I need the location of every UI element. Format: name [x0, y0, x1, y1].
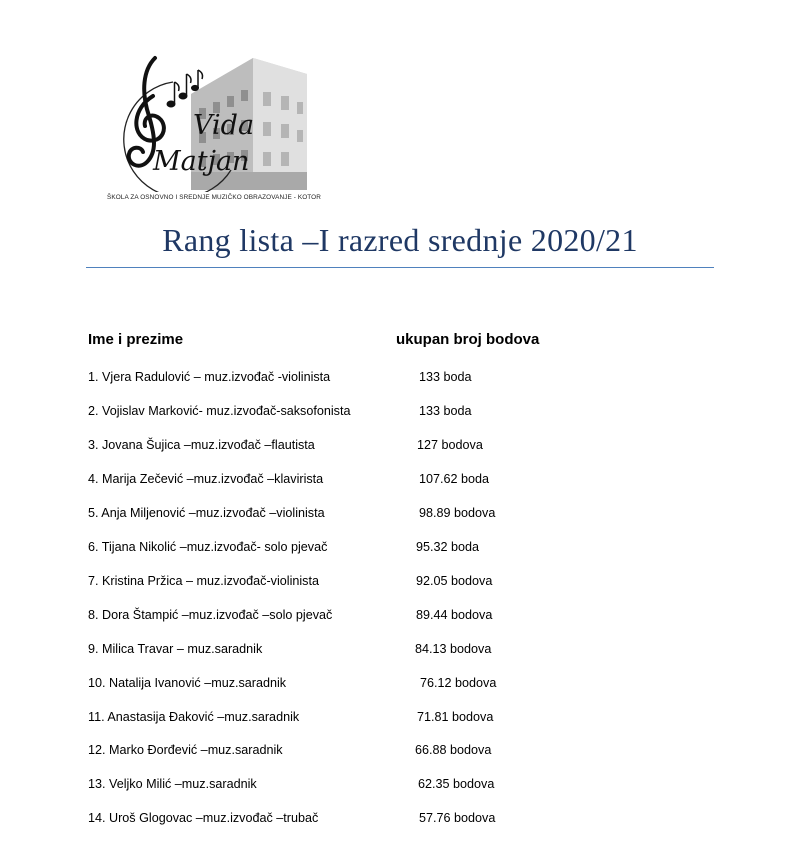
row-name: 12. Marko Đorđević –muz.saradnik — [88, 743, 283, 757]
table-row — [0, 811, 802, 831]
column-header-name: Ime i prezime — [88, 331, 184, 348]
table-row — [0, 574, 802, 594]
row-score: 107.62 boda — [419, 472, 490, 486]
school-logo — [103, 52, 321, 210]
row-score: 133 boda — [419, 404, 472, 418]
row-score: 62.35 bodova — [418, 777, 495, 791]
row-score: 127 bodova — [417, 438, 483, 452]
row-score: 66.88 bodova — [415, 743, 492, 757]
row-name: 2. Vojislav Marković- muz.izvođač-saksofonista — [88, 404, 351, 418]
table-row — [0, 608, 802, 628]
table-row — [0, 472, 802, 492]
row-name: 10. Natalija Ivanović –muz.saradnik — [88, 676, 287, 690]
row-name: 14. Uroš Glogovac –muz.izvođač –trubač — [88, 811, 319, 825]
table-row — [0, 404, 802, 424]
logo-text-matjan: Matjan — [153, 146, 250, 177]
row-name: 7. Kristina Pržica – muz.izvođač-violinista — [88, 574, 319, 588]
row-name: 6. Tijana Nikolić –muz.izvođač- solo pjevač — [88, 540, 328, 554]
row-name: 11. Anastasija Đaković –muz.saradnik — [88, 710, 300, 724]
logo-text-vida: Vida — [193, 110, 255, 141]
table-row — [0, 710, 802, 730]
logo-caption: ŠKOLA ZA OSNOVNO I SREDNJE MUZIČKO OBRAZOVANJE - KOTOR — [107, 194, 321, 201]
row-name: 1. Vjera Radulović – muz.izvođač -violinista — [88, 370, 331, 384]
table-row — [0, 777, 802, 797]
row-score: 98.89 bodova — [419, 506, 496, 520]
row-score: 89.44 bodova — [416, 608, 493, 622]
table-row — [0, 743, 802, 763]
title-divider — [86, 267, 714, 268]
row-name: 8. Dora Štampić –muz.izvođač –solo pjevač — [88, 608, 333, 622]
row-score: 133 boda — [419, 370, 472, 384]
column-header-score: ukupan broj bodova — [396, 331, 540, 348]
row-name: 13. Veljko Milić –muz.saradnik — [88, 777, 257, 791]
row-name: 5. Anja Miljenović –muz.izvođač –violinista — [88, 506, 325, 520]
table-row — [0, 676, 802, 696]
row-name: 4. Marija Zečević –muz.izvođač –klavirista — [88, 472, 324, 486]
table-row — [0, 540, 802, 560]
row-score: 57.76 bodova — [419, 811, 496, 825]
table-row — [0, 642, 802, 662]
page-title: Rang lista –I razred srednje 2020/21 — [162, 222, 638, 258]
row-name: 3. Jovana Šujica –muz.izvođač –flautista — [88, 438, 315, 452]
row-name: 9. Milica Travar – muz.saradnik — [88, 642, 263, 656]
table-row — [0, 438, 802, 458]
row-score: 71.81 bodova — [417, 710, 494, 724]
row-score: 95.32 boda — [416, 540, 480, 554]
table-row — [0, 506, 802, 526]
row-score: 84.13 bodova — [415, 642, 492, 656]
table-row — [0, 370, 802, 390]
row-score: 92.05 bodova — [416, 574, 493, 588]
row-score: 76.12 bodova — [420, 676, 497, 690]
